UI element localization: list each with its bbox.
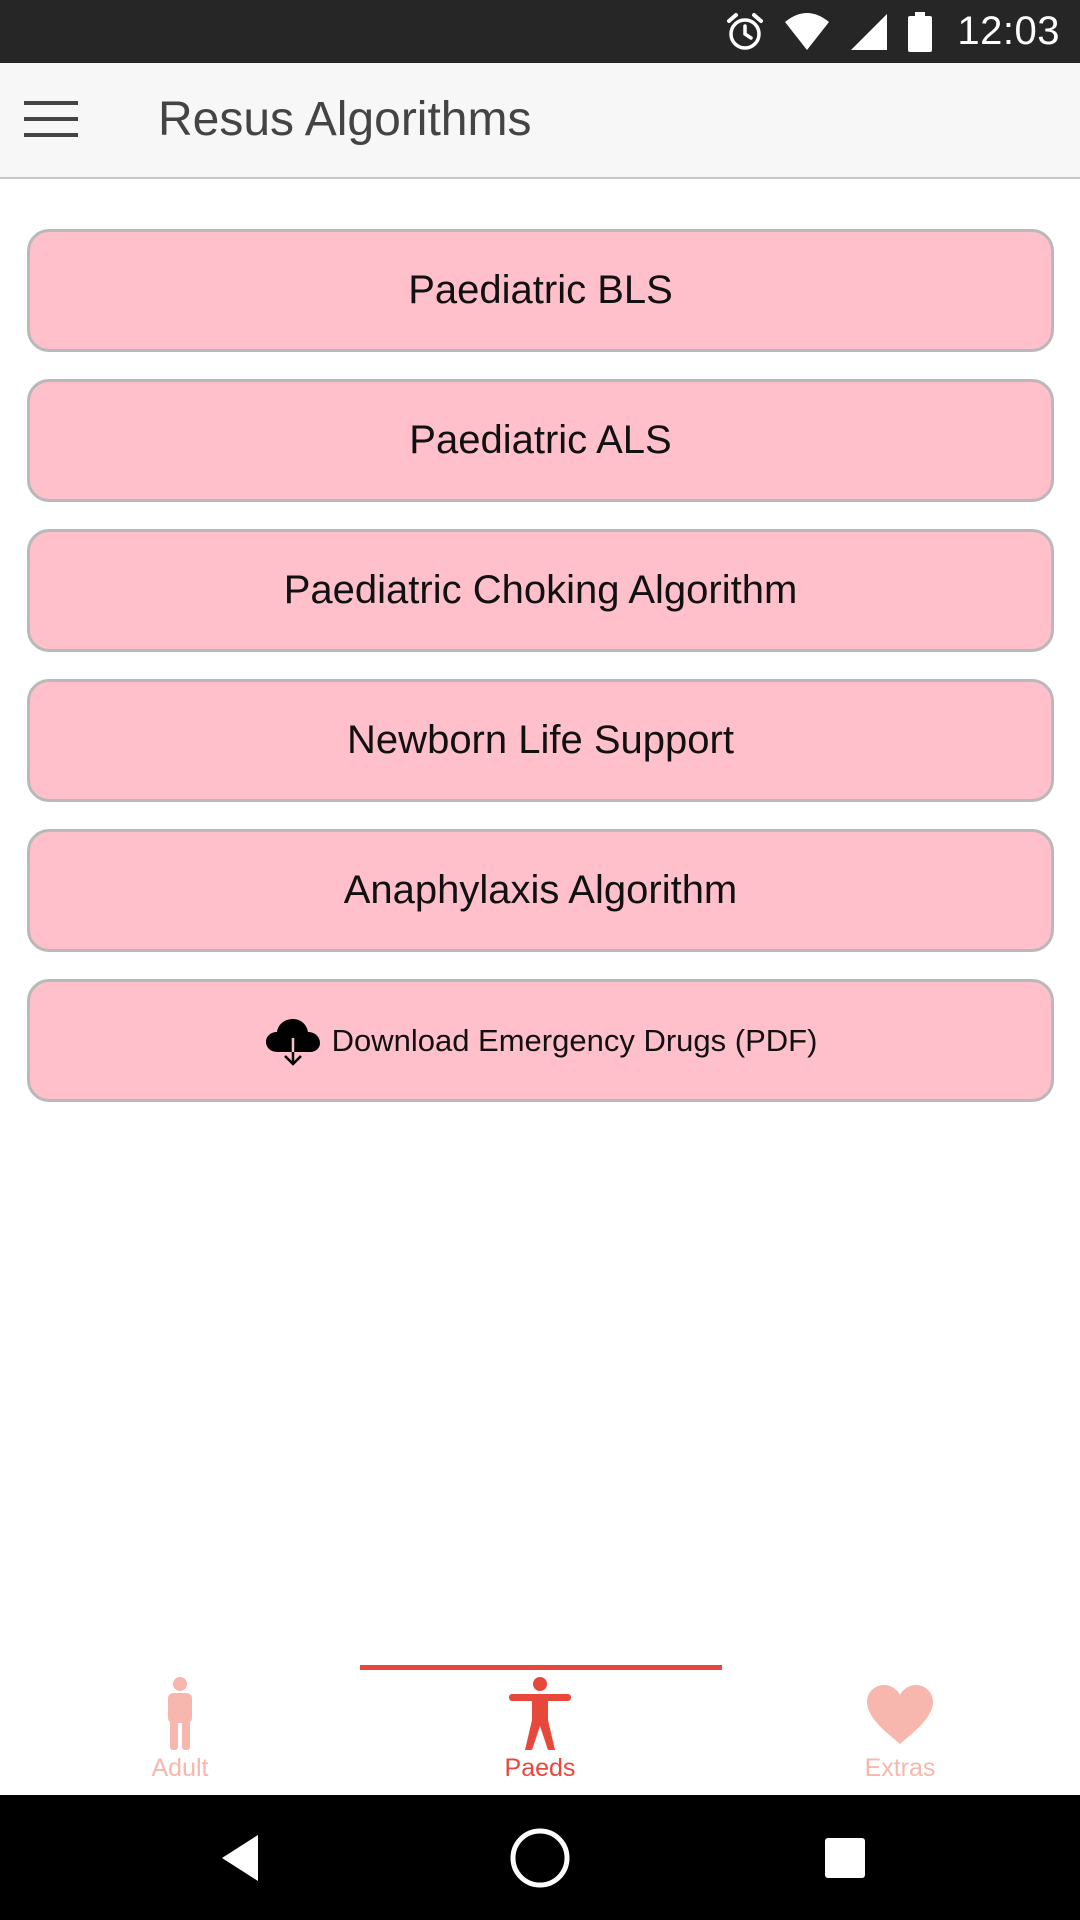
person-icon [160,1676,200,1752]
home-button[interactable] [500,1795,580,1920]
status-bar [0,0,1080,63]
download-label: Download Emergency Drugs (PDF) [331,1022,818,1058]
newborn-life-support-button[interactable]: Newborn Life Support [27,679,1054,802]
recents-icon [824,1837,866,1879]
status-time: 12:03 [957,9,1060,53]
paediatric-bls-button[interactable]: Paediatric BLS [27,229,1054,352]
back-button[interactable] [200,1795,280,1920]
algorithm-list [27,229,1054,1102]
page-title: Resus Algorithms [158,93,532,146]
download-emergency-drugs-button[interactable] [27,979,1054,1102]
menu-icon[interactable] [24,97,80,143]
navigation-bar [0,1795,1080,1920]
app-bar [0,63,1080,179]
active-tab-indicator [360,1665,722,1670]
tab-extras-label: Extras [864,1754,936,1782]
alarm-icon [725,12,765,52]
tab-adult-label: Adult [151,1754,209,1782]
status-icons [725,0,1060,63]
cloud-download-icon [264,1016,322,1066]
back-icon [218,1833,262,1883]
anaphylaxis-button[interactable]: Anaphylaxis Algorithm [27,829,1054,952]
bottom-tabs [0,1650,1080,1795]
paediatric-als-button[interactable]: Paediatric ALS [27,379,1054,502]
wifi-icon [783,12,831,52]
heart-icon [865,1684,935,1746]
recents-button[interactable] [805,1795,885,1920]
paediatric-choking-button[interactable]: Paediatric Choking Algorithm [27,529,1054,652]
signal-icon [849,12,889,52]
tab-adult[interactable] [0,1650,360,1795]
tab-paeds[interactable] [360,1650,720,1795]
tab-paeds-label: Paeds [504,1754,576,1782]
tab-extras[interactable] [720,1650,1080,1795]
battery-icon [907,11,933,53]
child-icon [507,1676,573,1752]
home-icon [509,1827,571,1889]
